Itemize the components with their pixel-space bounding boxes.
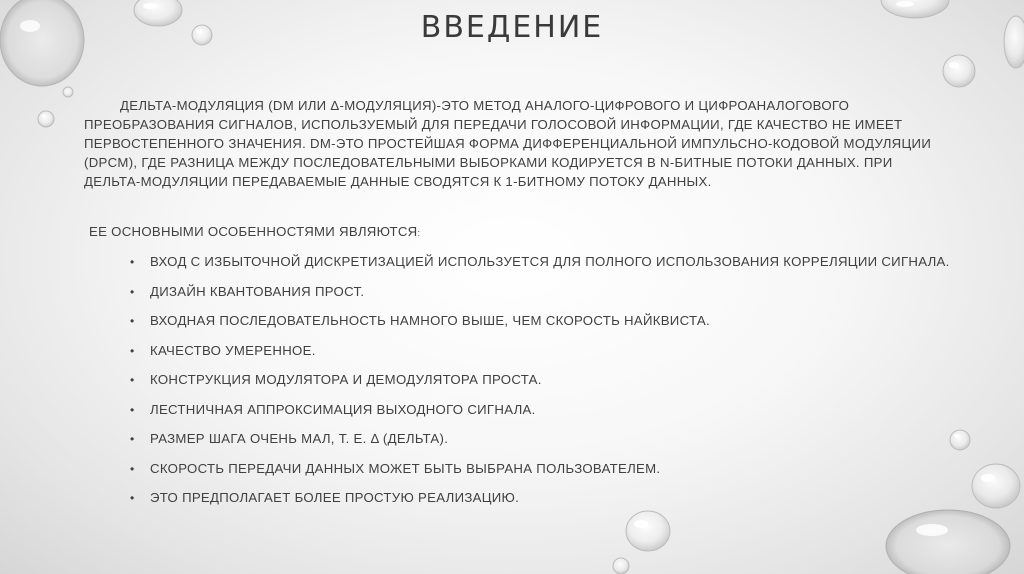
bullet-icon: • bbox=[130, 343, 135, 358]
features-list bbox=[130, 252, 950, 518]
feature-text: ВХОДНАЯ ПОСЛЕДОВАТЕЛЬНОСТЬ НАМНОГО ВЫШЕ, ЧЕМ СКОРОСТЬ НАЙКВИСТА. bbox=[150, 313, 710, 328]
bullet-icon: • bbox=[130, 255, 135, 269]
feature-text: ЛЕСТНИЧНАЯ АППРОКСИМАЦИЯ ВЫХОДНОГО СИГНАЛА. bbox=[150, 401, 536, 417]
bullet-icon: • bbox=[130, 432, 135, 446]
drop-bottom-center-small bbox=[613, 558, 629, 574]
drop-right-small bbox=[950, 430, 970, 450]
features-heading bbox=[89, 224, 420, 239]
feature-text: ДИЗАЙН КВАНТОВАНИЯ ПРОСТ. bbox=[150, 283, 365, 299]
feature-item bbox=[130, 341, 950, 371]
bullet-icon: • bbox=[130, 461, 135, 476]
feature-text: ЭТО ПРЕДПОЛАГАЕТ БОЛЕЕ ПРОСТУЮ РЕАЛИЗАЦИЮ. bbox=[150, 490, 520, 505]
bullet-icon: • bbox=[130, 373, 135, 387]
feature-item bbox=[130, 311, 950, 341]
drop-left-small-1 bbox=[63, 87, 73, 97]
drop-right-bottom-1 bbox=[972, 464, 1020, 508]
features-heading-text: ЕЕ ОСНОВНЫМИ ОСОБЕННОСТЯМИ ЯВЛЯЮТСЯ bbox=[89, 224, 418, 239]
feature-item bbox=[130, 429, 950, 459]
feature-item bbox=[130, 282, 950, 312]
feature-text: КАЧЕСТВО УМЕРЕННОЕ. bbox=[150, 342, 316, 358]
bullet-icon: • bbox=[130, 284, 135, 299]
feature-text: ВХОД С ИЗБЫТОЧНОЙ ДИСКРЕТИЗАЦИЕЙ ИСПОЛЬЗУЕТСЯ ДЛЯ ПОЛНОГО ИСПОЛЬЗОВАНИЯ КОРРЕЛЯЦИИ СИГНАЛА. bbox=[150, 254, 950, 269]
feature-item bbox=[130, 370, 950, 400]
feature-item bbox=[130, 459, 950, 489]
bullet-icon: • bbox=[130, 314, 135, 328]
feature-text: СКОРОСТЬ ПЕРЕДАЧИ ДАННЫХ МОЖЕТ БЫТЬ ВЫБРАНА ПОЛЬЗОВАТЕЛЕМ. bbox=[150, 460, 661, 476]
drop-left-small-2 bbox=[38, 111, 54, 127]
intro-text: ДЕЛЬТА-МОДУЛЯЦИЯ (DM ИЛИ Δ-МОДУЛЯЦИЯ)-ЭТО МЕТОД АНАЛОГО-ЦИФРОВОГО И ЦИФРОАНАЛОГОВОГО ПРЕОБРАЗОВАНИЯ СИГНАЛОВ, ИСПОЛЬЗУЕМЫЙ ДЛЯ ПЕРЕДАЧИ ГОЛОСОВОЙ ИНФОРМАЦИИ, ГДЕ КАЧЕСТВО НЕ ИМЕЕТ ПЕРВОСТЕПЕННОГО ЗНАЧЕНИЯ. DM-ЭТО ПРОСТЕЙШАЯ ФОРМА ДИФФЕРЕНЦИАЛЬНОЙ ИМПУЛЬСНО-КОДОВОЙ МОДУЛЯЦИИ (DPCM), ГДЕ РАЗНИЦА МЕЖДУ ПОСЛЕДОВАТЕЛЬНЫМИ ВЫБОРКАМИ КОДИРУЕТСЯ В N-БИТНЫЕ ПОТОКИ ДАННЫХ. ПРИ ДЕЛЬТА-МОДУЛЯЦИИ ПЕРЕДАВАЕМЫЕ ДАННЫЕ СВОДЯТСЯ К 1-БИТНОМУ ПОТОКУ ДАННЫХ. bbox=[84, 98, 932, 189]
bullet-icon: • bbox=[130, 491, 135, 505]
feature-item bbox=[130, 252, 950, 282]
feature-text: КОНСТРУКЦИЯ МОДУЛЯТОРА И ДЕМОДУЛЯТОРА ПРОСТА. bbox=[150, 372, 542, 387]
drop-bottom-right-large bbox=[886, 510, 1010, 574]
feature-text: РАЗМЕР ШАГА ОЧЕНЬ МАЛ, Т. Е. Δ (ДЕЛЬТА). bbox=[150, 431, 449, 446]
feature-item bbox=[130, 488, 950, 518]
drop-right-medium bbox=[943, 55, 975, 87]
features-heading-colon: : bbox=[417, 228, 421, 238]
intro-paragraph bbox=[84, 96, 940, 191]
bullet-icon: • bbox=[130, 402, 135, 417]
slide-title: ВВЕДЕНИЕ bbox=[420, 10, 604, 45]
feature-item bbox=[130, 400, 950, 430]
